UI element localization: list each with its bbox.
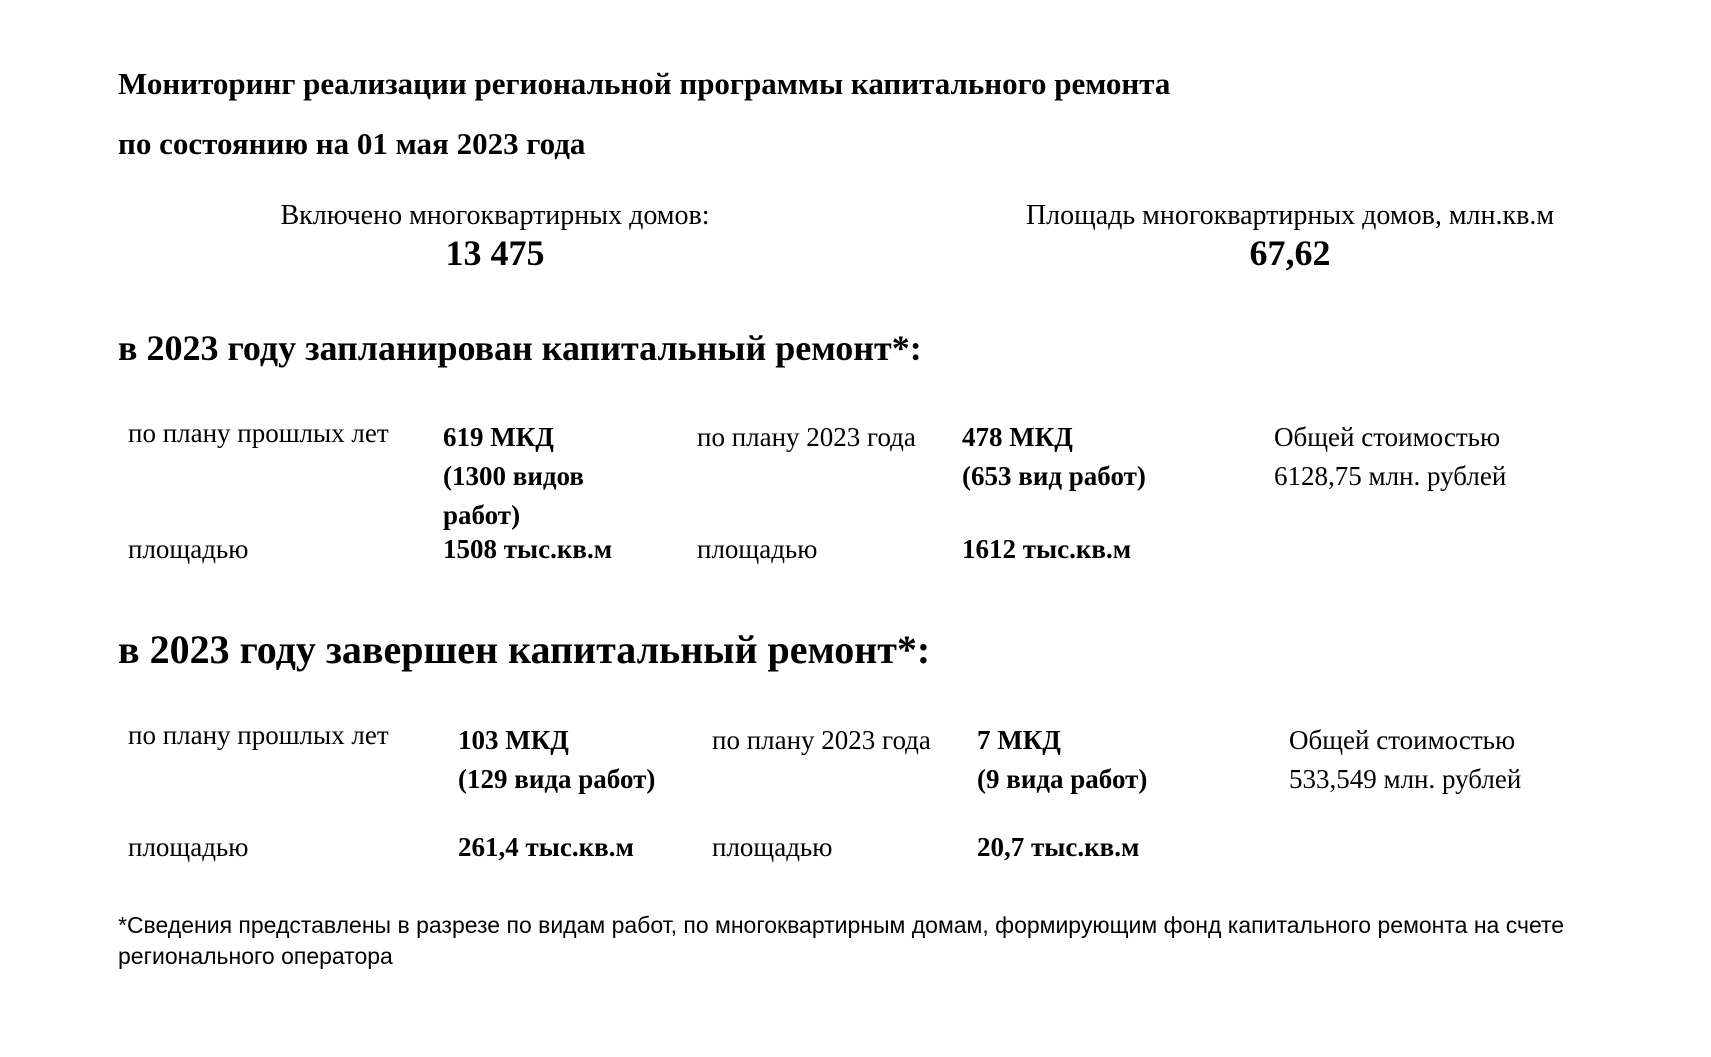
planned-area-prev-label: площадью <box>128 534 249 564</box>
completed-area-prev: 261,4 тыс.кв.м <box>458 832 634 862</box>
completed-cur-label: по плану 2023 года <box>712 725 931 755</box>
houses-label: Включено многоквартирных домов: <box>280 200 710 231</box>
planned-cur-label: по плану 2023 года <box>697 422 916 452</box>
completed-heading: в 2023 году завершен капитальный ремонт*: <box>118 627 931 672</box>
completed-prev-mkd: 103 МКД <box>458 725 569 755</box>
planned-heading: в 2023 году запланирован капитальный ремонт*: <box>118 328 922 368</box>
completed-area-cur: 20,7 тыс.кв.м <box>977 832 1140 862</box>
completed-area-prev-label: площадью <box>128 832 249 862</box>
planned-cost-value: 6128,75 млн. рублей <box>1274 461 1507 491</box>
page-title: Мониторинг реализации региональной программы капитального ремонта <box>118 66 1171 101</box>
completed-cost-value: 533,549 млн. рублей <box>1289 764 1522 794</box>
completed-prev-label: по плану прошлых лет <box>128 720 389 750</box>
planned-area-prev: 1508 тыс.кв.м <box>443 534 613 564</box>
area-summary <box>930 200 1650 274</box>
page-subtitle: по состоянию на 01 мая 2023 года <box>118 126 586 161</box>
completed-cur-mkd: 7 МКД <box>977 725 1061 755</box>
planned-cur-works: (653 вид работ) <box>962 461 1146 491</box>
completed-cost-label: Общей стоимостью <box>1289 725 1516 755</box>
planned-cur-mkd: 478 МКД <box>962 422 1073 452</box>
area-value: 67,62 <box>1249 233 1331 273</box>
planned-area-cur-label: площадью <box>697 534 818 564</box>
planned-prev-works-line1: (1300 видов <box>443 461 584 491</box>
completed-area-cur-label: площадью <box>712 832 833 862</box>
footnote: *Сведения представлены в разрезе по видам работ, по многоквартирным домам, формирующим фонд капитального ремонта на счете регионального оператора <box>118 912 1565 969</box>
houses-value: 13 475 <box>445 233 545 273</box>
houses-summary <box>200 200 790 274</box>
completed-prev-works: (129 вида работ) <box>458 764 656 794</box>
planned-prev-works-line2: работ) <box>443 500 521 530</box>
area-label: Площадь многоквартирных домов, млн.кв.м <box>1025 200 1555 231</box>
completed-cur-works: (9 вида работ) <box>977 764 1148 794</box>
planned-cost-label: Общей стоимостью <box>1274 422 1501 452</box>
planned-prev-mkd: 619 МКД <box>443 422 554 452</box>
planned-area-cur: 1612 тыс.кв.м <box>962 534 1132 564</box>
planned-prev-label: по плану прошлых лет <box>128 418 389 448</box>
